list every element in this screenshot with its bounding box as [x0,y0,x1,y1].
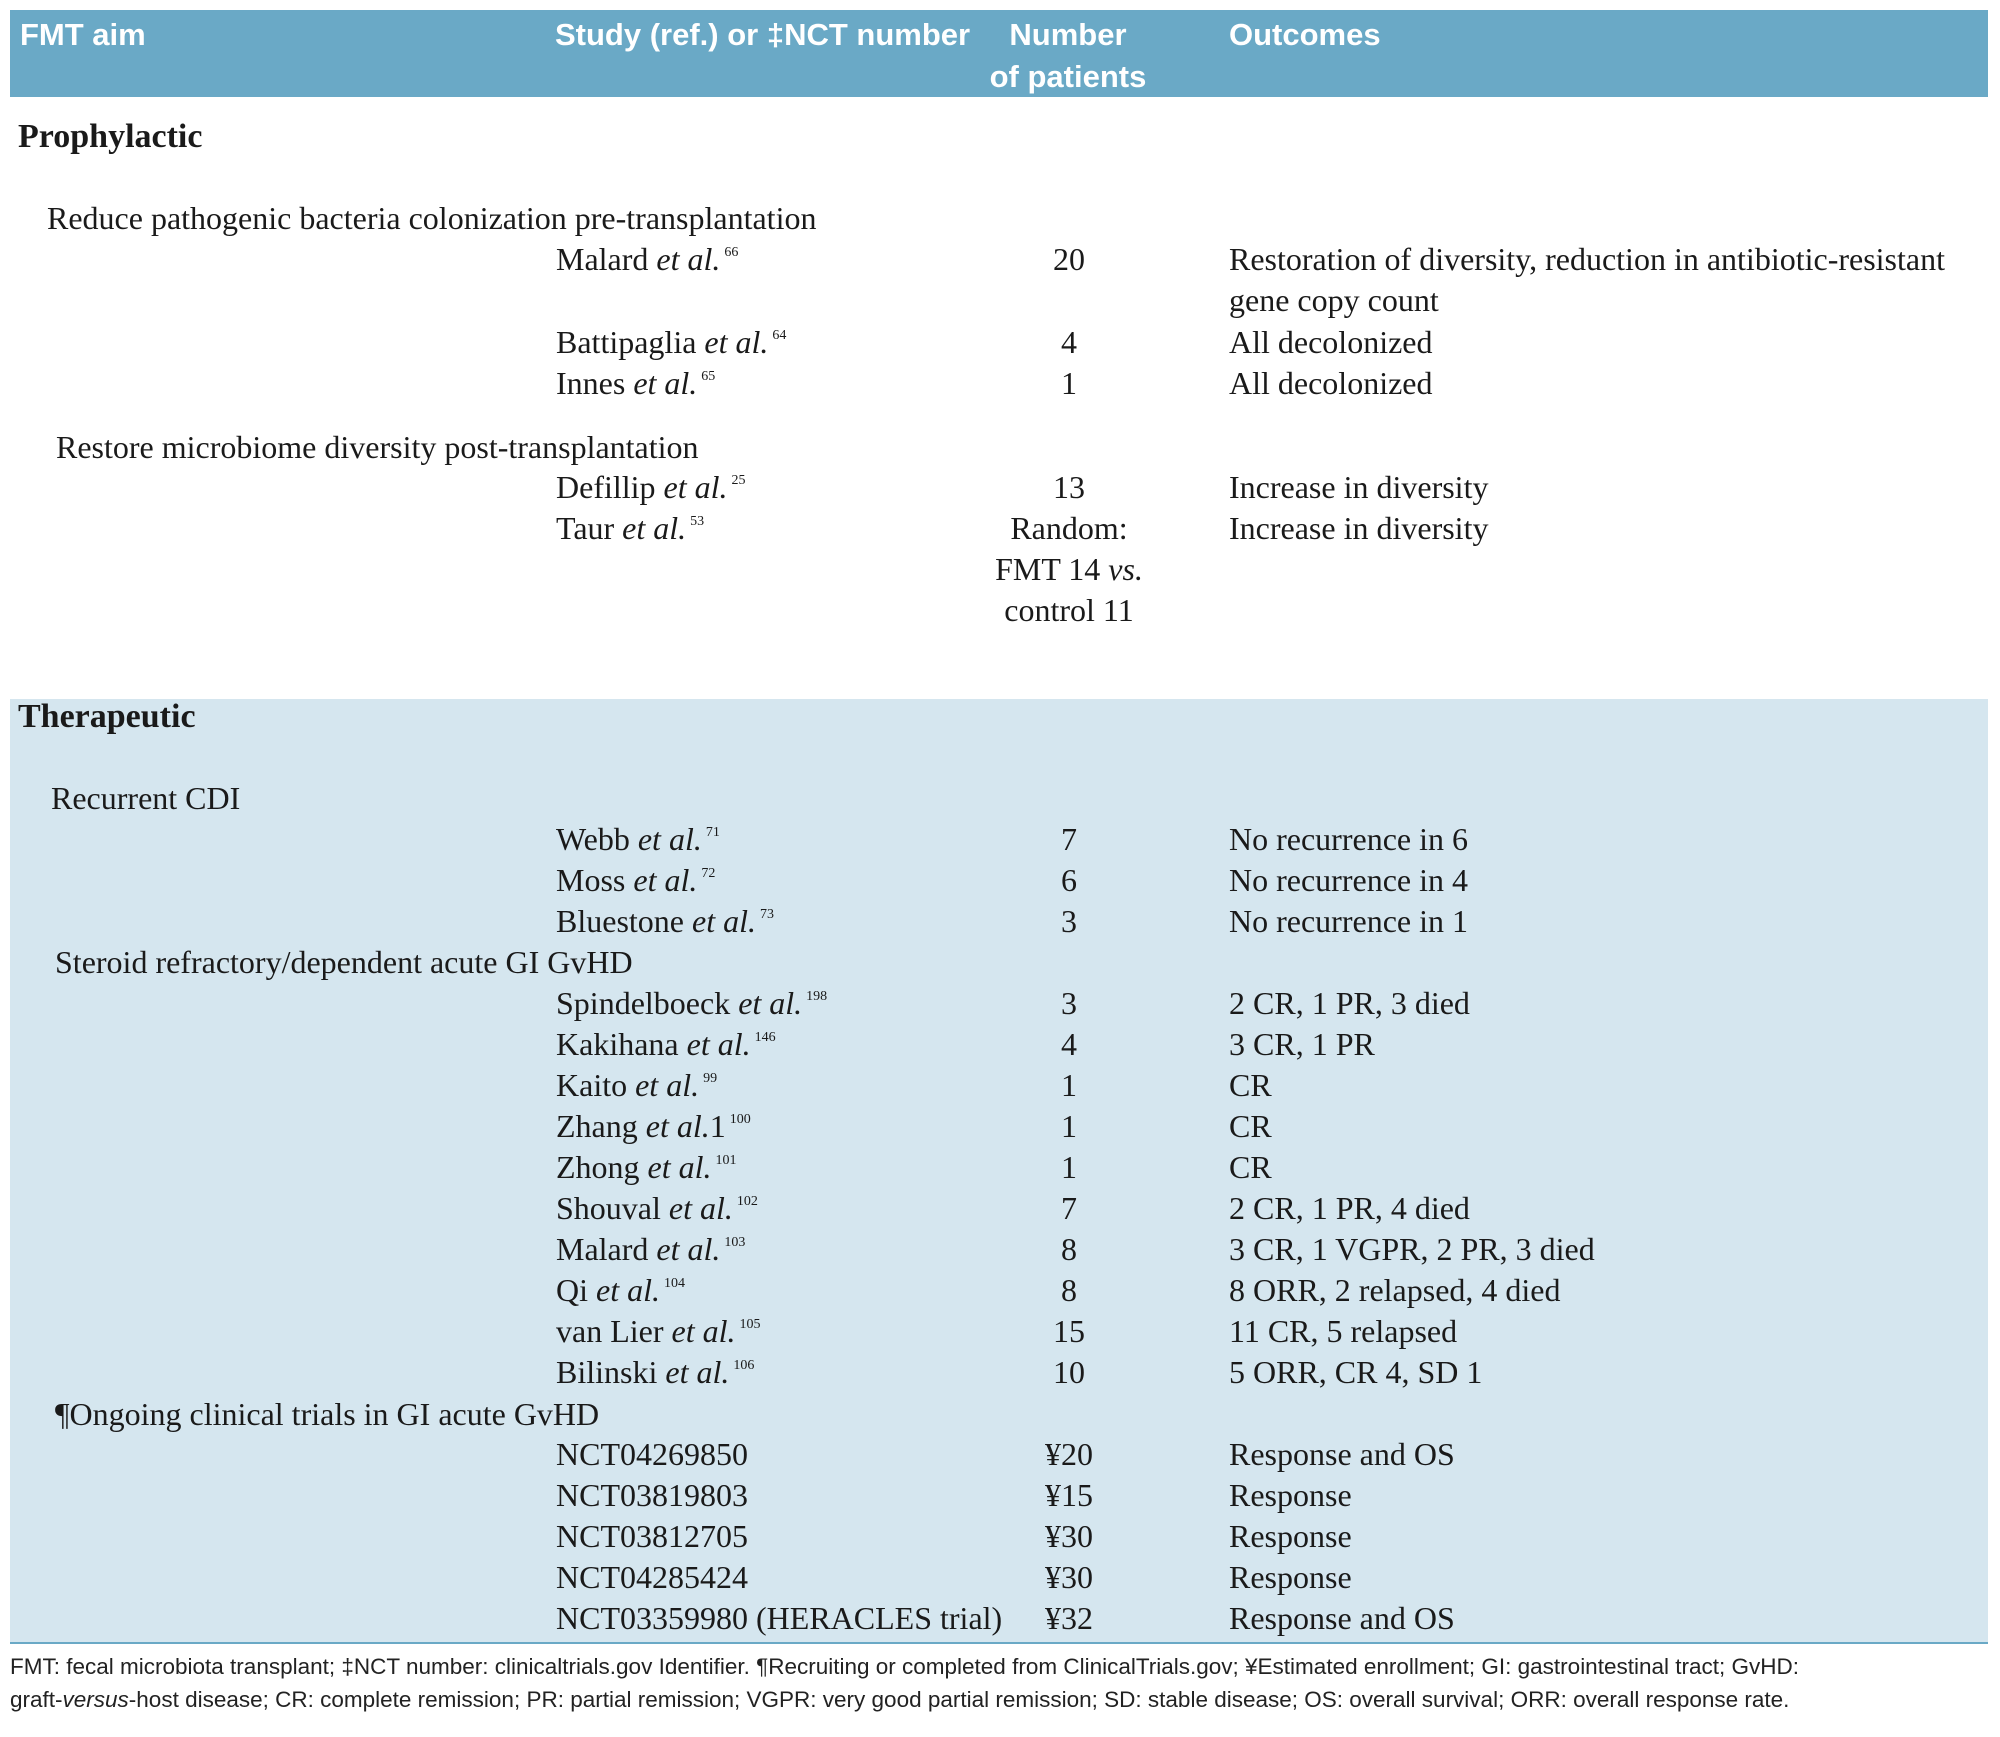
outcome-cell: 3 CR, 1 VGPR, 2 PR, 3 died [1229,1231,1595,1267]
patients-cell: 10 [1053,1354,1085,1390]
header-fmt-aim: FMT aim [20,17,146,52]
study-cell: Moss et al. $^{72}$ [556,862,716,898]
table-row [0,1516,2000,1557]
outcome-cell: 2 CR, 1 PR, 4 died [1229,1190,1470,1226]
outcome-cell: Response and OS [1229,1600,1455,1636]
table-row [0,467,2000,508]
outcome-cell: All decolonized [1229,324,1433,360]
table-row [0,363,2000,404]
patients-cell: 1 [1061,365,1077,401]
patients-cell: 7 [1061,1190,1077,1226]
outcome-cell: No recurrence in 6 [1229,821,1468,857]
study-cell: Qi et al. $^{104}$ [556,1272,685,1308]
study-cell: Bilinski et al. $^{106}$ [556,1354,755,1390]
patients-cell: ¥15 [1045,1477,1093,1513]
study-cell: Zhang et al.1 $^{100}$ [556,1108,751,1144]
outcome-cell: Increase in diversity [1229,469,1489,505]
study-cell: Kaito et al. $^{99}$ [556,1067,718,1103]
table-row [0,1188,2000,1229]
outcome-cell: CR [1229,1108,1272,1144]
header-study: Study (ref.) or ‡NCT number [555,17,971,52]
outcome-cell: Response [1229,1559,1352,1595]
patients-cell: 1 [1061,1149,1077,1185]
study-cell: Battipaglia et al. $^{64}$ [556,324,787,360]
patients-cell: 6 [1061,862,1077,898]
outcome-cell: 3 CR, 1 PR [1229,1026,1375,1062]
patients-cell: 7 [1061,821,1077,857]
subgroup-label: ¶Ongoing clinical trials in GI acute GvHD [55,1396,600,1432]
study-cell: NCT03812705 [556,1518,748,1554]
study-cell: Bluestone et al. $^{73}$ [556,903,774,939]
subgroup-label: Reduce pathogenic bacteria colonization pre-transplantation [47,200,817,236]
study-cell: NCT03819803 [556,1477,748,1513]
outcome-cell: No recurrence in 1 [1229,903,1468,939]
table-row [0,1352,2000,1393]
subgroup-label: Restore microbiome diversity post-transplantation [56,429,699,465]
patients-cell: ¥20 [1045,1436,1093,1472]
table-row [0,1065,2000,1106]
patients-cell: 13 [1053,469,1085,505]
section-title-therapeutic: Therapeutic [18,698,196,735]
study-cell: Webb et al. $^{71}$ [556,821,720,857]
patients-cell: 3 [1061,903,1077,939]
table-row [0,1270,2000,1311]
table-row [0,1106,2000,1147]
patients-cell: 1 [1061,1067,1077,1103]
outcome-cell: CR [1229,1067,1272,1103]
study-cell: NCT04269850 [556,1436,748,1472]
header-number-of-patients: Number of patients [989,17,1147,94]
table-row [0,1598,2000,1639]
table-row [0,983,2000,1024]
patients-cell: Random: FMT 14 vs. control 11 [995,510,1143,628]
table-row [0,819,2000,860]
table-row [0,1147,2000,1188]
table-row [0,1475,2000,1516]
study-cell: Defillip et al. $^{25}$ [556,469,746,505]
patients-cell: ¥30 [1045,1518,1093,1554]
outcome-cell: 11 CR, 5 relapsed [1229,1313,1458,1349]
study-cell: Spindelboeck et al. $^{198}$ [556,985,828,1021]
study-cell: Malard et al. $^{66}$ [556,241,739,277]
table-row [0,322,2000,363]
table-row [0,1024,2000,1065]
study-cell: Kakihana et al. $^{146}$ [556,1026,776,1062]
study-cell: Zhong et al. $^{101}$ [556,1149,737,1185]
outcome-cell: Response [1229,1518,1352,1554]
subgroup-label: Steroid refractory/dependent acute GI GvHD [55,944,633,980]
patients-cell: 8 [1061,1231,1077,1267]
patients-cell: ¥30 [1045,1559,1093,1595]
table-bottom-rule [10,1642,1988,1644]
table-row [0,1434,2000,1475]
study-cell: NCT04285424 [556,1559,748,1595]
study-cell: Malard et al. $^{103}$ [556,1231,746,1267]
outcome-cell: All decolonized [1229,365,1433,401]
table-row [0,901,2000,942]
table-footnote: FMT: fecal microbiota transplant; ‡NCT number: clinicaltrials.gov Identifier. ¶Recruiting or completed from ClinicalTrials.gov; ¥Estimated enrollment; GI: gastrointestinal tract; GvHD: graft-versus-host disease; CR: complete remission; PR: partial remission; VGPR: very good partial remission; SD: stable disease; OS: overall survival; ORR: overall response rate. [10,1654,1800,1712]
patients-cell: ¥32 [1045,1600,1093,1636]
patients-cell: 15 [1053,1313,1085,1349]
table-row [0,1557,2000,1598]
patients-cell: 3 [1061,985,1077,1021]
outcome-cell: Response [1229,1477,1352,1513]
patients-cell: 20 [1053,241,1085,277]
table-row [0,239,2000,318]
outcome-cell: 8 ORR, 2 relapsed, 4 died [1229,1272,1561,1308]
table-header [10,10,1988,97]
section-title-prophylactic: Prophylactic [18,118,203,155]
outcome-cell: No recurrence in 4 [1229,862,1468,898]
table-row [0,1229,2000,1270]
study-cell: Taur et al. $^{53}$ [556,510,705,546]
patients-cell: 4 [1061,324,1077,360]
outcome-cell: CR [1229,1149,1272,1185]
study-cell: Shouval et al. $^{102}$ [556,1190,758,1226]
outcome-cell: 2 CR, 1 PR, 3 died [1229,985,1470,1021]
table-row [0,1311,2000,1352]
outcome-cell: Restoration of diversity, reduction in antibiotic-resistant gene copy count [1229,241,1945,318]
patients-cell: 8 [1061,1272,1077,1308]
outcome-cell: Response and OS [1229,1436,1455,1472]
study-cell: NCT03359980 (HERACLES trial) [556,1600,1003,1636]
patients-cell: 1 [1061,1108,1077,1144]
study-cell: Innes et al. $^{65}$ [556,365,716,401]
patients-cell: 4 [1061,1026,1077,1062]
outcome-cell: Increase in diversity [1229,510,1489,546]
header-outcomes: Outcomes [1229,17,1381,52]
table-row [0,860,2000,901]
outcome-cell: 5 ORR, CR 4, SD 1 [1229,1354,1483,1390]
subgroup-label: Recurrent CDI [51,780,241,816]
study-cell: van Lier et al. $^{105}$ [556,1313,761,1349]
